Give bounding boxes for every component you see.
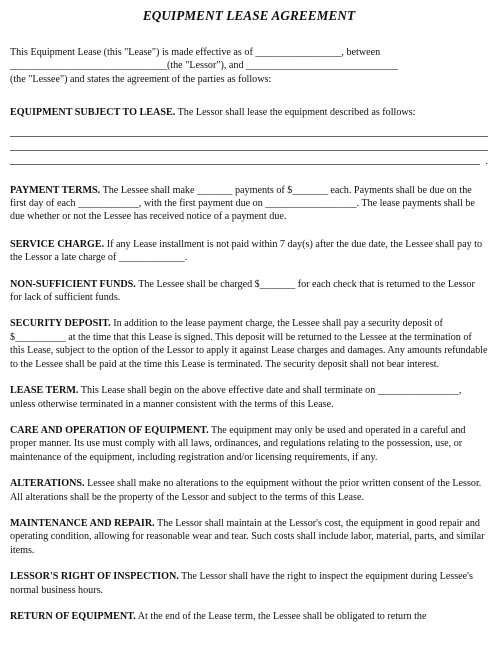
intro-paragraph [10,46,488,86]
section-heading: ALTERATIONS. [10,478,85,490]
blank-line [10,124,488,137]
section-heading: LESSOR'S RIGHT OF INSPECTION. [10,571,179,583]
section-service-charge [10,238,488,265]
intro-line-2: _______________________________(the "Lessor"), and ______________________________ [10,60,398,72]
section-heading: MAINTENANCE AND REPAIR. [10,517,155,529]
blank-line [10,152,488,167]
section-equipment [10,106,488,167]
section-text: At the end of the Lease term, the Lessee shall be obligated to return the [137,610,427,622]
document-title: EQUIPMENT LEASE AGREEMENT [142,8,356,23]
section-inspection [10,570,488,597]
section-text: If any Lease installment is not paid within 7 day(s) after the due date, the Lessee shall pay to the Lessor a late charge of _____________. [10,238,483,264]
section-payment [10,184,488,224]
section-heading: RETURN OF EQUIPMENT. [10,610,136,622]
section-alterations [10,477,488,504]
intro-line-1: This Equipment Lease (this "Lease") is made effective as of _________________, between [10,47,381,58]
intro-line-3: (the "Lessee") and states the agreement of the parties as follows: [10,73,272,85]
section-text: The Lessor shall lease the equipment described as follows: [177,107,416,119]
section-return-equipment [10,610,488,623]
section-heading: CARE AND OPERATION OF EQUIPMENT. [10,424,209,436]
section-nsf [10,278,488,305]
section-text: The Lessee shall be charged $_______ for each check that is returned to the Lessor for lack of sufficient funds. [10,278,475,304]
blank-line [10,138,488,151]
equipment-description-lines [10,124,488,165]
section-care-operation [10,424,488,464]
section-heading: NON-SUFFICIENT FUNDS. [10,278,136,290]
section-heading: SERVICE CHARGE. [10,238,105,250]
section-text: In addition to the lease payment charge, the Lessee shall pay a security deposit of $__________ at the time that this Lease is signed. This deposit will be returned to the Lessee at the termination of this Lease, subject to the option of the Lessor to apply it against Lease charges and damages. Any amounts refundable to the Lessee shall be paid at the time this Lease is terminated. The security deposit shall not bear interest. [10,318,488,370]
section-text: The Lessee shall make _______ payments of $_______ each. Payments shall be due on the first day of each ____________, with the first payment due on __________________. The lease payments shall be due whether or not the Lessee has received notice of a payment due. [10,184,475,223]
line-end-period: . [485,155,488,167]
section-text: This Lease shall begin on the above effective date and shall terminate on ________________, unless otherwise terminated in a manner consistent with the terms of this Lease. [10,385,462,410]
section-security-deposit [10,317,488,371]
section-heading: PAYMENT TERMS. [10,184,101,196]
section-text: The Lessor shall have the right to inspect the equipment during Lessee's normal business hours. [10,571,473,596]
section-text: Lessee shall make no alterations to the equipment without the prior written consent of the Lessor. All alterations shall be the property of the Lessor and subject to the terms of this Lease. [10,478,482,503]
section-text: The Lessor shall maintain at the Lessor's cost, the equipment in good repair and operating condition, allowing for reasonable wear and tear. Such costs shall include labor, material, parts, and similar items. [10,517,485,556]
section-maintenance-repair [10,517,488,557]
section-lease-term [10,384,488,411]
section-text: The equipment may only be used and operated in a careful and proper manner. Its use must comply with all laws, ordinances, and regulations relating to the possession, use, or maintenance of the equipment, including registration and/or licensing requirements, if any. [10,424,466,463]
section-heading: SECURITY DEPOSIT. [10,318,111,330]
section-heading: LEASE TERM. [10,385,79,397]
section-heading: EQUIPMENT SUBJECT TO LEASE. [10,107,176,119]
